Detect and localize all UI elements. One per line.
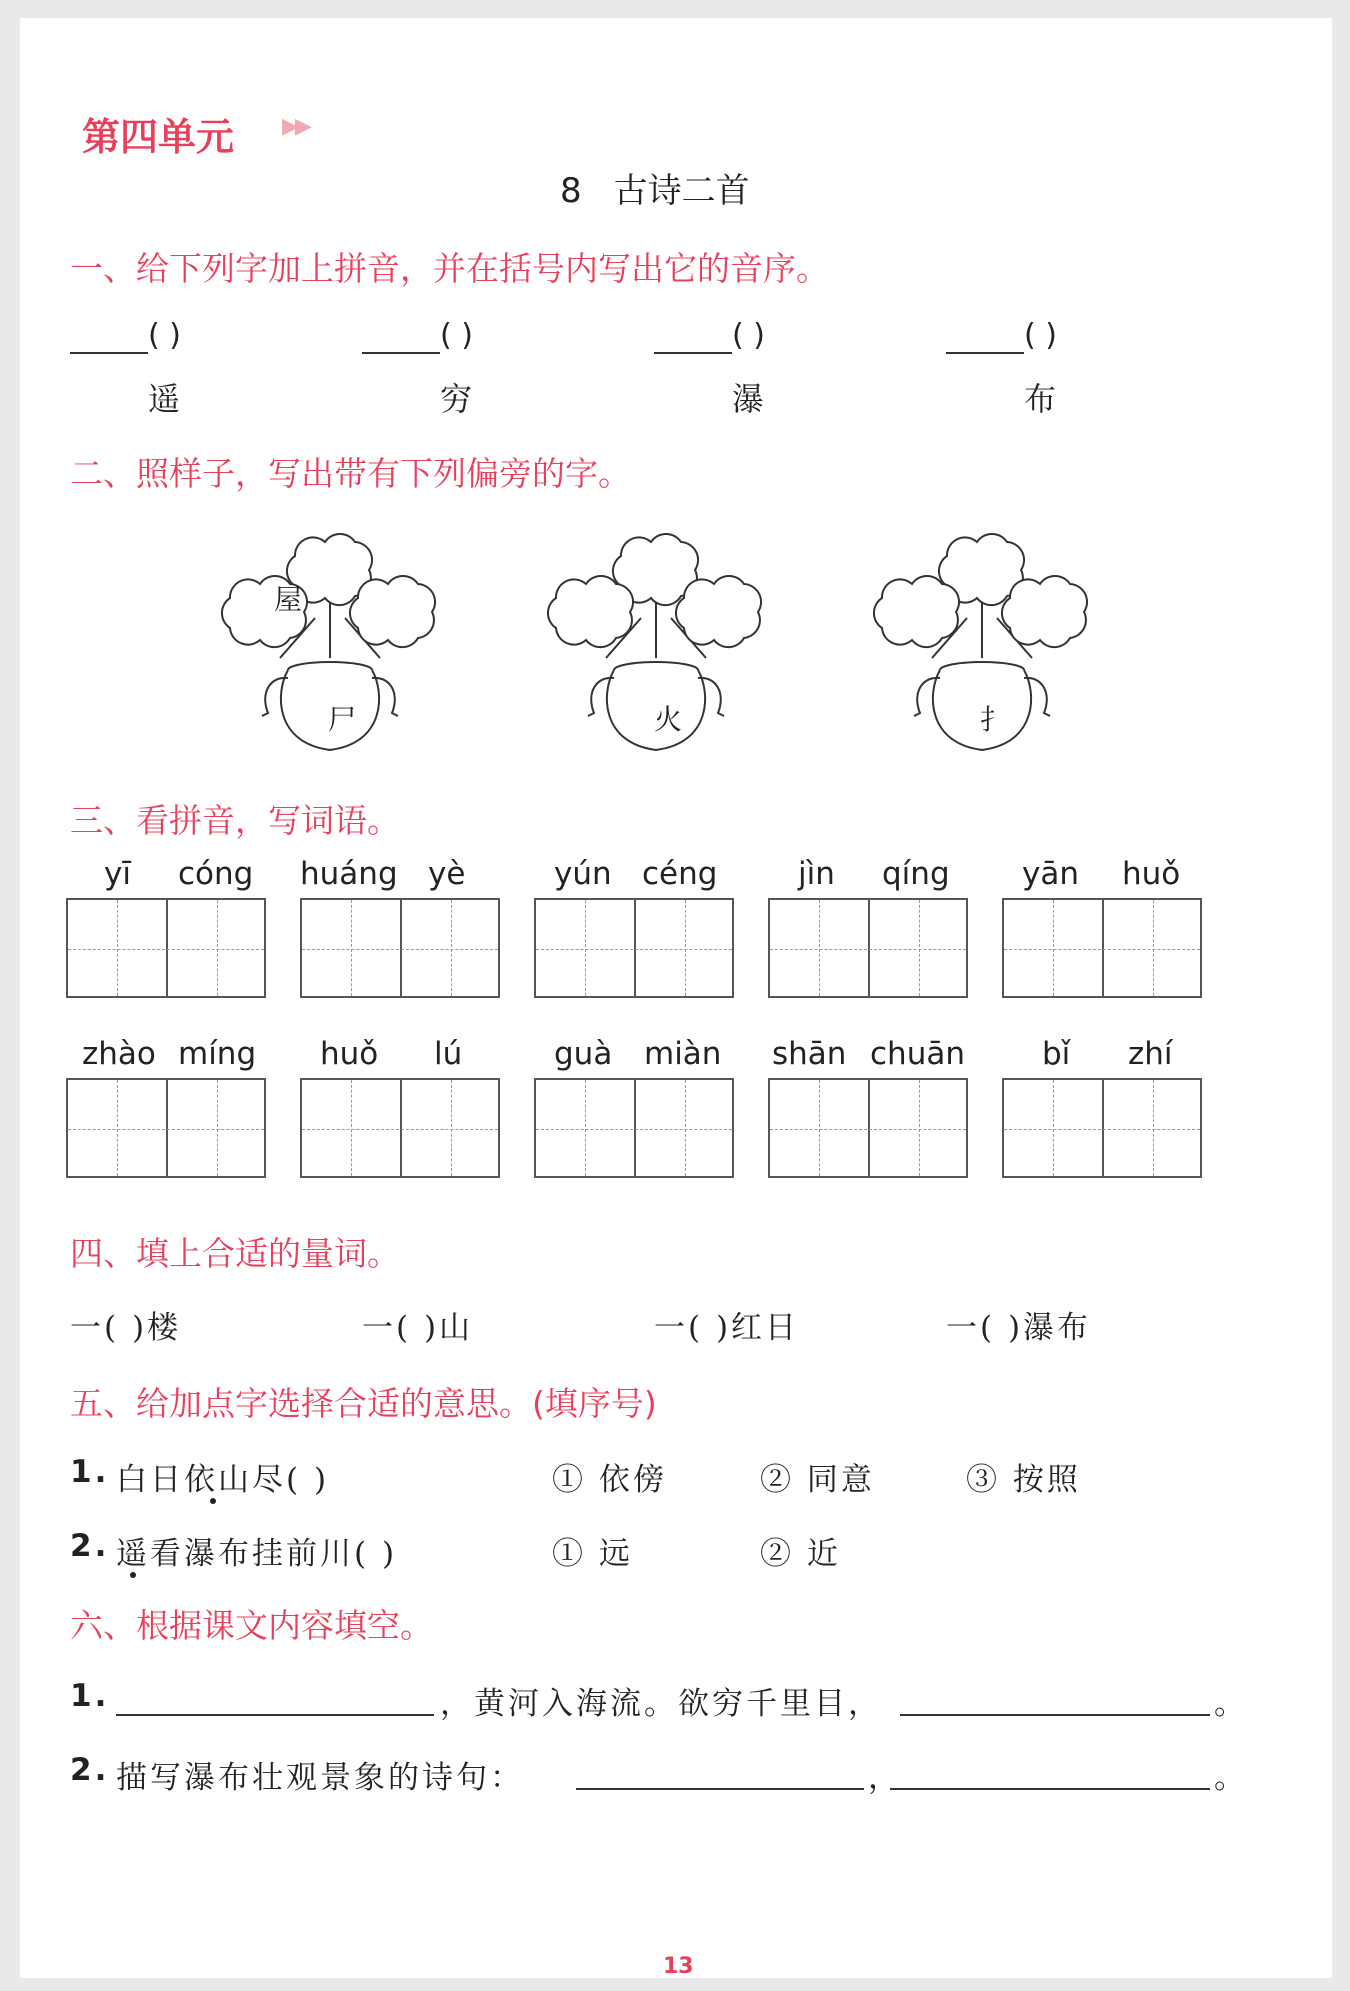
pinyin-yi: yī: [104, 856, 131, 892]
arrow-icon: ▶▶: [282, 114, 308, 139]
q5-1-option-1: ① 依傍: [552, 1462, 667, 1498]
writing-grid-guamian[interactable]: [534, 1078, 734, 1178]
q5-2-number: 2.: [70, 1528, 110, 1564]
writing-grid-huolu[interactable]: [300, 1078, 500, 1178]
q6-2-number: 2.: [70, 1752, 110, 1788]
measure-word-shan[interactable]: 一( )山: [362, 1310, 474, 1346]
poem-blank-1[interactable]: [116, 1714, 434, 1716]
pinyin-ceng: céng: [642, 856, 718, 892]
plant1-radical: 尸: [328, 703, 357, 736]
lesson-title: [560, 163, 750, 212]
poem-blank-4[interactable]: [890, 1788, 1210, 1790]
writing-grid-jinqing[interactable]: [768, 898, 968, 998]
lesson-name: 古诗二首: [613, 171, 750, 211]
writing-grid-yicong[interactable]: [66, 898, 266, 998]
writing-grid-zhaoming[interactable]: [66, 1078, 266, 1178]
q5-2-text[interactable]: 遥看瀑布挂前川( ): [116, 1536, 398, 1572]
pinyin-qing: qíng: [882, 856, 950, 892]
order-paren-2[interactable]: ( ): [440, 318, 473, 353]
plant3-radical: 扌: [980, 703, 1009, 736]
measure-word-lou[interactable]: 一( )楼: [70, 1310, 182, 1346]
q5-2-option-1: ① 远: [552, 1536, 633, 1572]
order-paren-1[interactable]: ( ): [148, 318, 181, 353]
plant3-answer-slot[interactable]: [918, 578, 958, 614]
pinyin-bi: bǐ: [1042, 1036, 1071, 1072]
pinyin-yan: yān: [1022, 856, 1079, 892]
pinyin-shan: shān: [772, 1036, 847, 1072]
worksheet-page: [20, 18, 1332, 1978]
writing-grid-bizhi[interactable]: [1002, 1078, 1202, 1178]
pinyin-cong: cóng: [178, 856, 254, 892]
writing-grid-shanchuan[interactable]: [768, 1078, 968, 1178]
q6-1-number: 1.: [70, 1678, 110, 1714]
pinyin-lu: lú: [434, 1036, 463, 1072]
pinyin-huo2: huǒ: [320, 1036, 379, 1072]
section2-heading: 二、照样子，写出带有下列偏旁的字。: [70, 454, 631, 493]
unit-title: 第四单元: [82, 115, 235, 159]
pinyin-chuan: chuān: [870, 1036, 965, 1072]
q5-1-text[interactable]: 白日依山尽( ): [116, 1462, 330, 1498]
q6-1-middle: ，黄河入海流。欲穷千里目，: [440, 1686, 882, 1722]
poem-blank-3[interactable]: [576, 1788, 864, 1790]
section6-heading: 六、根据课文内容填空。: [70, 1606, 433, 1645]
q6-2-comma: ，: [868, 1760, 902, 1796]
writing-grid-huangye[interactable]: [300, 898, 500, 998]
char-pu: 瀑: [732, 380, 765, 418]
pinyin-zhao: zhào: [82, 1036, 156, 1072]
order-paren-3[interactable]: ( ): [732, 318, 765, 353]
pinyin-gua: guà: [554, 1036, 613, 1072]
q5-1-option-3: ③ 按照: [966, 1462, 1081, 1498]
pinyin-ye: yè: [428, 856, 466, 892]
plant1-example: 屋: [274, 583, 303, 616]
q6-2-prompt: 描写瀑布壮观景象的诗句：: [116, 1760, 524, 1796]
q6-2-end: 。: [1214, 1760, 1248, 1796]
measure-word-pubu[interactable]: 一( )瀑布: [946, 1310, 1092, 1346]
pinyin-yun: yún: [554, 856, 612, 892]
pinyin-huo: huǒ: [1122, 856, 1181, 892]
emphasis-dot: [210, 1498, 216, 1504]
page-number: 13: [663, 1954, 694, 1979]
pinyin-ming: míng: [178, 1036, 257, 1072]
q5-1-option-2: ② 同意: [760, 1462, 875, 1498]
pinyin-blank-2[interactable]: [362, 352, 440, 354]
emphasis-dot: [130, 1572, 136, 1578]
plant2-radical: 火: [654, 703, 683, 736]
pinyin-mian: miàn: [644, 1036, 722, 1072]
section5-heading: 五、给加点字选择合适的意思。(填序号): [70, 1384, 657, 1423]
char-yao: 遥: [148, 380, 181, 418]
pinyin-blank-1[interactable]: [70, 352, 148, 354]
pinyin-huang: huáng: [300, 856, 398, 892]
char-qiong: 穷: [440, 380, 473, 418]
q6-1-end: 。: [1214, 1686, 1248, 1722]
writing-grid-yanhuo[interactable]: [1002, 898, 1202, 998]
measure-word-hongri[interactable]: 一( )红日: [654, 1310, 800, 1346]
writing-grid-yunceng[interactable]: [534, 898, 734, 998]
q5-1-number: 1.: [70, 1454, 110, 1490]
order-paren-4[interactable]: ( ): [1024, 318, 1057, 353]
plant2-answer-slot[interactable]: [592, 578, 632, 614]
lesson-number: 8: [560, 171, 582, 211]
pinyin-blank-3[interactable]: [654, 352, 732, 354]
q5-2-option-2: ② 近: [760, 1536, 841, 1572]
section4-heading: 四、填上合适的量词。: [70, 1234, 400, 1273]
pinyin-jin: jìn: [798, 856, 835, 892]
section1-heading: 一、给下列字加上拼音，并在括号内写出它的音序。: [70, 249, 829, 288]
pinyin-zhi: zhí: [1128, 1036, 1173, 1072]
char-bu: 布: [1024, 380, 1057, 418]
section3-heading: 三、看拼音，写词语。: [70, 801, 400, 840]
poem-blank-2[interactable]: [900, 1714, 1210, 1716]
pinyin-blank-4[interactable]: [946, 352, 1024, 354]
